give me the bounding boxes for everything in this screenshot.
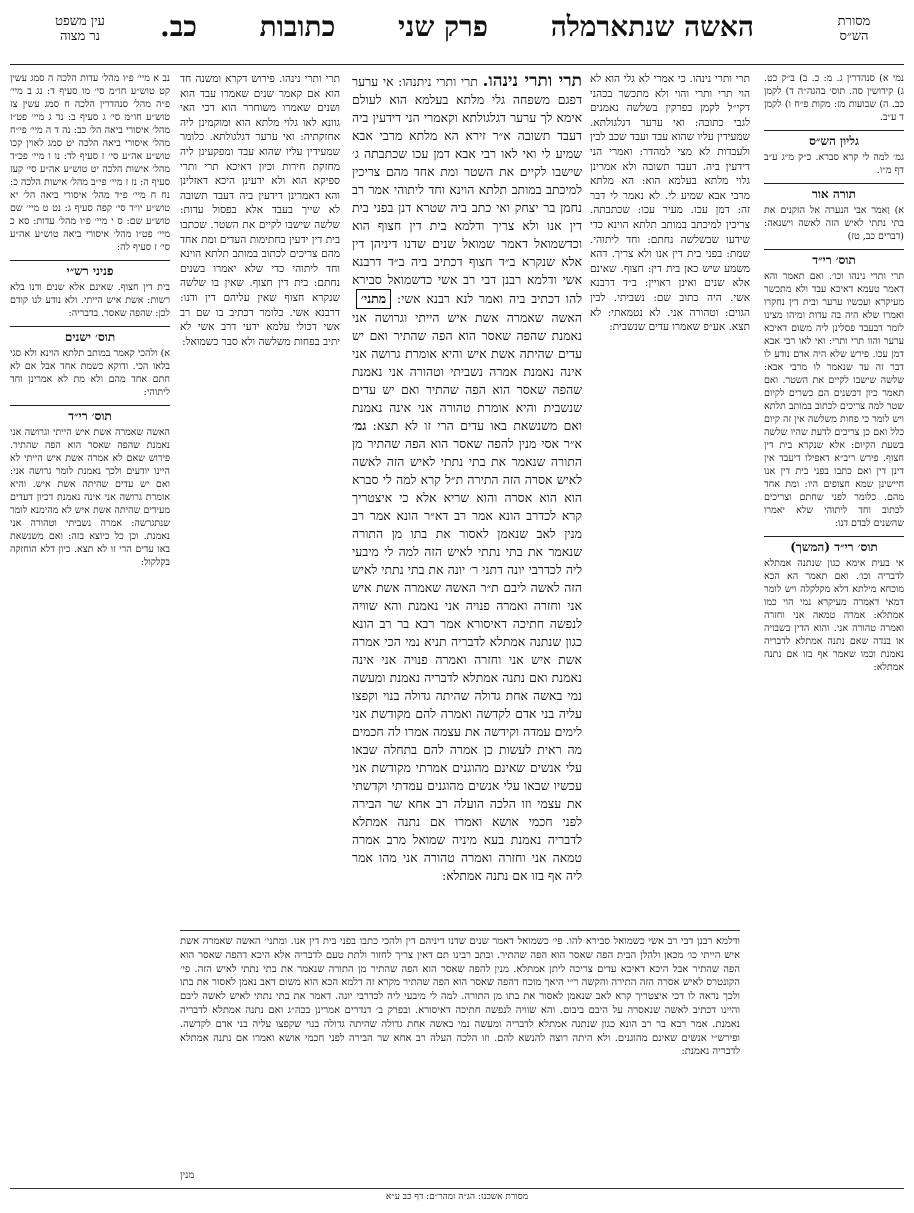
tosafot-rid-heading: תוס׳ רי״ד	[764, 249, 904, 267]
rashi-column	[590, 72, 750, 922]
left-margin-rail	[10, 72, 170, 1112]
gilyon-heading: גליון הש״ס	[764, 130, 904, 148]
tosafot-rid-continued-heading: תוס׳ רי״ד (המשך)	[764, 536, 904, 554]
catchword: מנין	[180, 1170, 195, 1181]
rashi-text: תרי ותרי נינהו. כי אמרי לא גלי הוא לא הוי תרי ותרי והוי ולא מתכשר בכהני דקי״ל לקמן בפרקין בשלשה נאמנים לגבי כתובה: ואי ערער דגלגולתא. שמעידין עליו שהוא עבד ועבד שכב לבין ולעבדות לא מצי למהדר: ואמרי הני דידעין ביה. דעבד תשובה ולא אמרינן גלוי מלתא בעלמא הוא: הא מלתא מרבי אבא שמיע לי. לא נאמר לי דבר זה: דמן עכו. מעיר עכו: שכתבתה. צריכין למיכתב במותב תלתא הוינא כדי שידעו שבשלשה נחתם: וחד ליתוהי. שמת: בפני בית דין אנו ולא צריך. דהא משמע שיש כאן בית דין: חצוף. שאינם אלא שנים ואינן ראויין: ב״ד דרבנא אשי. היה כתוב שם: נשביתי. לבין הגוים: וטהורה אני. לא נטמאתי: לא תצא. אע״פ שאמרו עדים שנשבית:	[590, 73, 750, 334]
massoret-text: נמי א) סנהדרין ג. מ: כ. ב) ב״ק כט. ג) קידושין סה. תוס׳ בהגה״ה ד) לקמן כב. ה) שבועות מז: מקות פ״ח ו) לקמן ד ע״ב.	[764, 73, 904, 123]
gemara-lead-words: תרי ותרי נינהו.	[482, 72, 582, 91]
tosafot-rid-left-text: האשה שאמרה אשת איש הייתי וגרושה אני נאמנת שהפה שאסר הוא הפה שהתיר. פירוש שאם לא אמרה אשת איש הייתי לא היינו יודעים ולכך נאמנת לומר גרושה אני: ואם יש עדים שהיתה אשת איש. והיא אומרת גרושה אני אינה נאמנת דכיון דעדים מעידים שהיתה אשת איש לא מהימנא לומר שנתגרשה: אמרה נשביתי וטהורה אני נאמנת. וכן כל כיוצא בזה: ואם משנשאת באו עדים הרי זו לא תצא. כיון דלא הוחזקה בקלקול:	[10, 427, 170, 568]
gilyon-text: גמ׳ למה לי קרא סברא. כ״ק מ״ג ע״ב דף מ״ו.	[764, 152, 904, 176]
right-margin-rail	[764, 72, 904, 1112]
bottom-commentary	[180, 930, 740, 1200]
mishna-label: מתני׳	[356, 289, 391, 309]
massoret-label: מסורת הש״ס	[837, 14, 871, 44]
tosafot-rid-left-heading: תוס׳ רי״ד	[10, 405, 170, 423]
gemara-text-2: א״ר אסי מנין להפה שאסר הוא הפה שהתיר מן התורה שנאמר את בתי נתתי לאיש הזה לאשה לאיש אסרה הזה התירה ת״ל קרא למה לי סברא הוא הוא אסרה והוא שריא אלא כי איצטריך קרא לכדרב הונא אמר רב דא״ר הונא אמר רב מנין לאב שנאמן לאסור את בתו מן התורה שנאמר את בתי נתתי לאיש הזה למה לי מיבעי ליה לכדרבי יונה דתני ר׳ יונה את בתי נתתי לאיש הזה לאשה ליבם ת״ר האשה שאמרה אשת איש אני וחזרה ואמרה פנויה אני נאמנת והא שוויה לנפשה חתיכה דאיסורא אמר רבא בר רב הונא כגון שנתנה אמתלא לדבריה תניא נמי הכי אמרה אשת איש אני וחזרה ואמרה פנויה אני אינה נאמנת ואם נתנה אמתלא לדבריה נאמנת ומעשה נמי באשה אחת גדולה שהיתה גדולה בנוי וקפצו עליה בני אדם לקדשה ואמרה להם מקודשת אני לימים עמדה וקידשה את עצמה אמרו לה חכמים מה ראית לעשות כן אמרה להם בתחלה שבאו עלי אנשים שאינם מהוגנים אמרתי מקודשת אני עכשיו שבאו עלי אנשים מהוגנים עמדתי וקדשתי את עצמי וזו הלכה הועלה רב אחא שר הבירה לפני חכמי אושא ואמרו אם נתנה אמתלא לדבריה נאמנת בעא מיניה שמואל מרב אמרה טמאה אני וחזרה ואמרה טהורה אני מהו אמר ליה אף בזו אם נתנה אמתלא:	[352, 436, 582, 883]
header-title: האשה שנתארמלה	[550, 10, 754, 43]
gemara-text-1: תרי ותרי ניתנהו: אי ערער דפגם משפחה גלי מלתא בעלמא הוא לעולם אימא לך ערער דגלגולתא וקאמרי הני דידעין ביה דעבד תשובה א״ר זירא הא מלתא מרבי אבא שמיע לי ואי לאו רבי אבא דמן עכו שכתבתה ג׳ שישבו לקיים את השטר ומת אחד מהם צריכין למיכתב במותב תלתא הוינא וחד ליתוהי אמר רב נחמן בר יצחק ואי כתב ביה שטרא דנן בפני בית דין אנו ולא צריך ודלמא בית דין חצוף הוא וכדשמואל דאמר שמואל שנים שדנו דיניהן דין אלא שנקרא ב״ד חצוף דכתיב ביה ב״ד דרבנא אשי ודלמא רבנן דבי רב אשי כדשמואל סבירא להו דכתיב ביה ואמר לנא רבנא אשי:	[352, 74, 582, 306]
tosafot-column	[180, 72, 340, 922]
tosafot-yeshanim-text: א) ולהכי קאמר במותב תלתא הוינא ולא סגי בלאו הכי. ודוקא כשמת אחד אבל אם לא חתם אחד מהם ולא מת לא אמרינן וחד ליתוהי:	[10, 348, 170, 398]
header-page-number: כב.	[160, 10, 197, 43]
tosafot-rid-continued-text: אי בעית אימא כגון שנתנה אמתלא לדבריה וכו׳. ואם תאמר הא הכא מוכחא מילתא דלא מקלקלה ויש לומר דמאי דאמרה מעיקרא נמי הוי כמו אמתלא: אמרה טמאה אני וחזרה ואמרה טהורה אני. והוא הדין בשבויה או בנדה שאם נתנה אמתלא לדבריה נאמנת וכמו שאמר אף בזו אם נתנה אמתלא:	[764, 558, 904, 673]
bottom-commentary-text: ודלמא רבנן דבי רב אשי כשמואל סבירא להו. פי׳ כשמואל דאמר שנים שדנו דיניהם דין ולהכי כתבו בפני בית דין אנו. ומתני׳ האשה שאמרה אשת איש הייתי כו׳ מכאן ולהלן הבית הפה שאסר הוא הפה שהתיר. וכתב רבינו תם דאין צריך לחזור ולתת טעם לדבריה אלא היכא דהפה שאסר הוא הפה שהתיר אבל היכא דאיכא עדים צריכה ליתן אמתלא. מנין להפה שאסר הוא הפה שהתיר מן התורה שנאמר את בתי נתתי לאיש הזה. פי׳ הקונטרס לאיש אסרה הזה התירה והקשה ר״י היאך מוכח דהפה שאסר הוא הפה שהתיר מקרא זה דלמא הכא הוא משום דאב נאמן לאסור את בתו ולכך נראה לו דכי איצטריך קרא לאב שנאמן לאסור את בתו מן התורה. למה לי מיבעי ליה לכדרבי יונה. דאמר את בתי נתתי לאיש לאשה ליבם והיינו דכתיב לאשה שנאסרה על היבם ביבום. והא שוויה לנפשה חתיכה דאיסורא. ובפרק ב׳ דנדרים אמרינן בכה״ג ואם נתנה אמתלא לדבריה נאמנת. אמר רבא בר רב הונא כגון שנתנה אמתלא לדבריה ומעשה נמי באשה אחת גדולה שהיתה גדולה בנוי שקפצו עליה בני אדם לקדשה. ופירש״י אנשים שאינם מהוגנים. ולא היתה רוצה להנשא להם. וזו הלכה העלה רב אחא שר הבירה לפני חכמי אושא ואמרו אם נתנה אמתלא לדבריה נאמנת:	[180, 936, 740, 1058]
tosafot-text: תרי ותרי נינהו. פירוש דקרא ומשנה חד הוא אם קאמר שנים שאמרו עבד הוא ושנים שאמרו משוחרר הוא דכי האי גוונא לאו גלוי מלתא הוא ומוקמינן ליה אחזקתיה: ואי ערער דגלגולתא. כלומר שמעידין עליו שהוא עבד ומפקעינן ליה מחזקת חירות וכיון דאיכא תרי ותרי ספיקא הוא ולא ידעינן היכא דאזלינן והא דאמרינן דידעין ביה דעבד תשובה לא שייך בעבד אלא בפסול עדות: שלשה שישבו לקיים את השטר. שכתבו בית דין ידעין בחתימות העדים ומת אחד מהם צריכים לכתוב במותב תלתא הוינא וחד ליתוהי כדי שלא יאמרו בשנים נחתם: בית דין חצוף. שאין בו שלשה שנקרא חצוף שאין עליהם דין ודנו: דרבנא אשי. כלומר דכתיב בו שם רב אשי דכולי עלמא ידעי דרב אשי לא יתיב בפחות משלשה ולא סבר כשמואל:	[180, 73, 340, 348]
torah-or-heading: תורה אור	[764, 183, 904, 201]
mishna-text: האשה שאמרה אשת איש הייתי וגרושה אני נאמנת שהפה שאסר הוא הפה שהתיר ואם יש עדים שהיתה אשת איש והיא אומרת גרושה אני אינה נאמנת אמרה נשביתי וטהורה אני נאמנת שהפה שאסר הוא הפה שהתיר ואם יש עדים שנשבית והיא אומרת טהורה אני אינה נאמנת ואם משנשאת באו עדים הרי זו לא תצא:	[352, 310, 582, 433]
ein-mishpat-text: נב א מיי׳ פ״ו מהל׳ עדות הלכה ה סמג עשין קט טוש״ע חו״מ סי׳ מו סעיף ד: נג ב מיי׳ פ״ה מהל׳ סנהדרין הלכה ח סמג עשין צז טוש״ע חו״מ סי׳ ג סעיף ב: נד ג מיי׳ פט״ז מהל׳ איסורי ביאה הל׳ כב: נה ד ה מיי׳ פי״ח מהל׳ איסורי ביאה הלכה יט סמג לאוין קכו טוש״ע אה״ע סי׳ ז סעיף לד: נו ו מיי׳ פכ״ד מהל׳ אישות הלכה יט טוש״ע אה״ע סי׳ קעז סעיף ה: נז ז מיי׳ פי״ב מהל׳ אישות הלכה כ: נח ח מיי׳ פ״ד מהל׳ איסורי ביאה הל׳ יא טוש״ע יו״ד סי׳ קפה סעיף ג: נט ט מיי׳ שם טוש״ע שם: ס י מיי׳ פ״ו מהל׳ עדות: סא כ מיי׳ פט״ו מהל׳ איסורי ביאה טוש״ע אה״ע סי׳ ז סעיף לה:	[10, 73, 170, 253]
header-chapter: פרק שני	[398, 10, 488, 43]
page-footer: מסורת אשכנז: הג״ה ומהר״ם: דף כב ע״א	[10, 1188, 904, 1205]
tosafot-rid-text: תרי ותרי נינהו וכו׳. ואם תאמר והא דאמר טעמא דאיכא עבד ולא מתכשר מעיקרא ועכשיו ערער ובית דין נחקרו ואמרו שלא היה בה עדות ומיהו מצינו לומר דבעבד פסלינן ליה משום דאיכא ערער והוו תרי ותרי: ואי לאו רבי אבא דמן עכו. פירש שלא היה אדם נודע לו דבר זה עד שנאמר לו מרבי אבא: שלשה שישבו לקיים את השטר. ואם תאמר כיון דכשנים הם כשרים לקיום שטר למה צריכים לכתוב במותב תלתא ויש לומר כי פחות משלשה אין זה קיום כלל ואם כן צריכים לדעת שהיו שלשה בשעת הקיום: אלא שנקרא בית דין חצוף. פירש ריב״א דאפילו דיעבד אין דינן דין ואם כתבו בפני בית דין אנו חיישינן שמא חצופים היו: ומת אחד מהם. כלומר לפני שחתם וצריכים לכתוב וחד ליתוהי שלא יאמרו שהשנים לבדם דנו:	[764, 271, 904, 529]
gemara-label: גמ׳	[352, 418, 367, 433]
header-titles	[160, 10, 754, 44]
header-tractate: כתובות	[259, 10, 336, 43]
page-header	[10, 6, 904, 65]
gemara-main-text	[352, 72, 582, 922]
pninei-rashi-text: בית דין חצוף. שאינם אלא שנים ודנו בלא רשות: אשת איש הייתי. ולא נודע לנו קודם לכן: שהפה שאסר. בדבריה:	[10, 282, 170, 319]
tosafot-yeshanim-heading: תוס׳ ישנים	[10, 326, 170, 344]
ein-mishpat-label: עין משפט נר מצוה	[55, 14, 105, 44]
pninei-rashi-heading: פניני רש״י	[10, 260, 170, 278]
torah-or-text: א) וַאמר אבי הנערה אל הזקנים את בתי נתתי לאיש הזה לאשה וישנאה: (דברים כב, טז)	[764, 205, 904, 242]
